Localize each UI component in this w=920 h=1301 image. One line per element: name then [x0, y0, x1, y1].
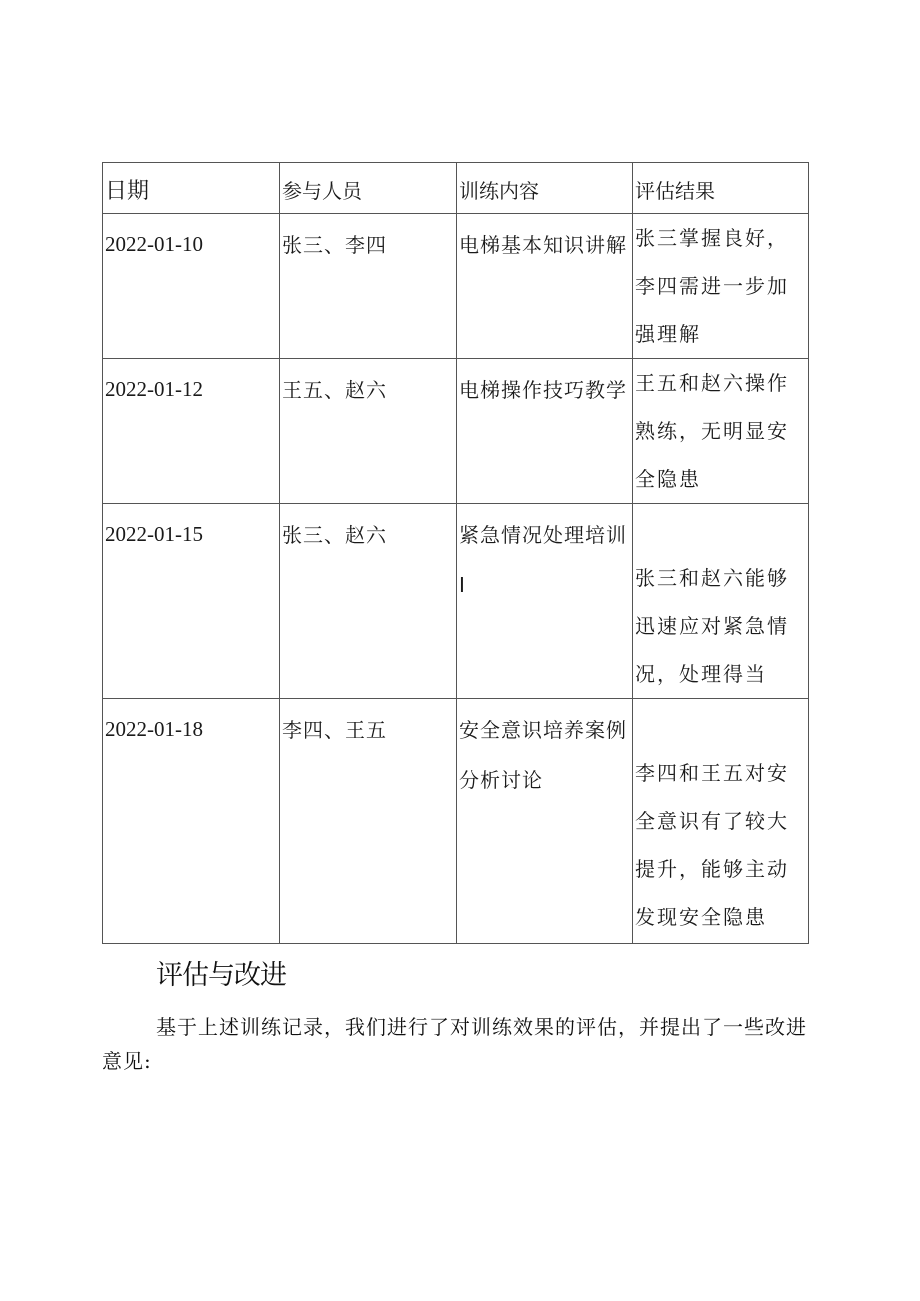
cell-date: 2022-01-15: [103, 504, 280, 699]
cell-date: 2022-01-10: [103, 214, 280, 359]
cell-participants: 张三、赵六: [280, 504, 457, 699]
cell-content: 紧急情况处理培训I: [457, 504, 633, 699]
cell-result: 王五和赵六操作熟练，无明显安全隐患: [633, 359, 809, 504]
section-heading: 评估与改进: [156, 960, 286, 991]
header-participants: 参与人员: [280, 163, 457, 214]
cell-result: 张三和赵六能够迅速应对紧急情况，处理得当: [633, 504, 809, 699]
header-content: 训练内容: [457, 163, 633, 214]
cell-result: 李四和王五对安全意识有了较大提升，能够主动发现安全隐患: [633, 699, 809, 944]
training-record-table: [102, 162, 809, 944]
cell-content: 电梯基本知识讲解: [457, 214, 633, 359]
section-paragraph: 基于上述训练记录，我们进行了对训练效果的评估，并提出了一些改进意见:: [102, 1015, 807, 1073]
cell-date: 2022-01-18: [103, 699, 280, 944]
cell-participants: 张三、李四: [280, 214, 457, 359]
cell-participants: 李四、王五: [280, 699, 457, 944]
header-result: 评估结果: [633, 163, 809, 214]
table-row: [103, 359, 809, 504]
table-header-row: [103, 163, 809, 214]
header-date: 日期: [103, 163, 280, 214]
cell-content: 安全意识培养案例分析讨论: [457, 699, 633, 944]
cell-result: 张三掌握良好，李四需进一步加强理解: [633, 214, 809, 359]
cell-content: 电梯操作技巧教学: [457, 359, 633, 504]
table-row: [103, 214, 809, 359]
table-row: [103, 699, 809, 944]
cell-date: 2022-01-12: [103, 359, 280, 504]
table-row: [103, 504, 809, 699]
cell-participants: 王五、赵六: [280, 359, 457, 504]
